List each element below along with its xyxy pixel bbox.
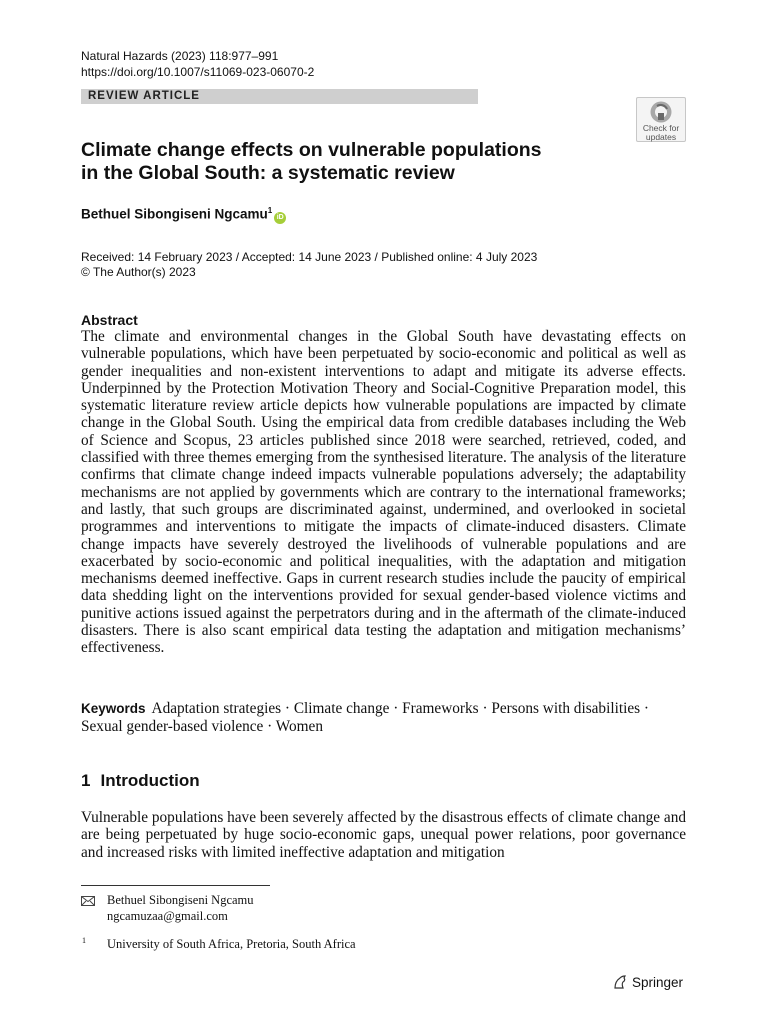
affiliation-text: University of South Africa, Pretoria, South Africa [107,937,356,951]
keywords-block [81,700,686,736]
keywords-list: Adaptation strategies · Climate change · Frameworks · Persons with disabilities · Sexual gender-based violence · Women [81,700,649,735]
doi-link[interactable]: https://doi.org/10.1007/s11069-023-06070-2 [81,64,315,79]
publisher-name: Springer [632,975,684,990]
author-name[interactable]: Bethuel Sibongiseni Ngcamu [81,206,268,222]
footnote-divider [81,885,270,886]
article-title [81,139,601,185]
affiliation-mark: 1 [267,206,273,215]
badge-line-2: updates [645,132,677,142]
abstract-heading: Abstract [81,312,138,328]
abstract-text: The climate and environmental changes in the Global South have devastating effects on vulnerable populations, which have been perpetuated by socio-economic and political as well as gender inequalities and non-existent interventions to adapt and mitigate its adverse effects. Underpinned by the Protection Motivation Theory and Social-Cognitive Preparation model, this systematic literature review article depicts how vulnerable populations are impacted by climate change in the Global South. Using the empirical data from credible databases including the Web of Science and Scopus, 23 articles published since 2018 were searched, retrieved, coded, and classified with three themes emerging from the synthesised literature. The analysis of the literature confirms that climate change indeed impacts vulnerable populations adversely; the adaptability mechanisms are not applied by governments which are contrary to the international frameworks; and lastly, that such groups are discriminated against, undermined, and overlooked in societal programmes and interventions to mitigate the impacts of climate-induced disasters. Climate change impacts have severely destroyed the livelihoods of vulnerable populations and are exacerbated by socio-economic and political inequalities, with the adaptation and mitigation mechanisms deemed ineffective. Gaps in current research studies include the paucity of empirical data shedding light on the interventions provided for sexual gender-based violence victims and punitive actions issued against the perpetrators during and in the aftermath of the climate-induced disasters. There is also scant empirical data testing the adaptation and mitigation mechanisms’ effectiveness. [81,328,686,657]
received-dates: Received: 14 February 2023 / Accepted: 14 June 2023 / Published online: 4 July 2023 [81,250,538,264]
journal-citation: Natural Hazards (2023) 118:977–991 [81,49,279,63]
copyright-line: © The Author(s) 2023 [81,265,196,279]
contact-email[interactable]: ngcamuzaa@gmail.com [107,908,228,923]
article-type-bar: REVIEW ARTICLE [81,89,478,104]
section-title: Introduction [100,771,200,790]
contact-name: Bethuel Sibongiseni Ngcamu [107,893,254,907]
publisher-logo [612,974,683,990]
keywords-label: Keywords [81,701,146,716]
section-number: 1 [81,771,91,790]
badge-line-1: Check for [642,123,680,133]
introduction-text: Vulnerable populations have been severely affected by the disastrous effects of climate change and are being perpetuated by huge socio-economic gaps, unequal power relations, poor governance and increased risks with limited ineffective adaptation and mitigation [81,809,686,861]
check-for-updates-icon [648,100,674,124]
check-for-updates-badge[interactable] [636,97,686,142]
section-heading [81,771,200,791]
author-line [81,206,286,224]
springer-horse-icon [612,974,628,990]
publication-dates [81,250,537,280]
badge-label [637,124,685,142]
envelope-icon [81,896,95,906]
title-line-1: Climate change effects on vulnerable populations [81,139,542,161]
corresponding-author [107,893,254,924]
journal-header [81,49,314,80]
title-line-2: in the Global South: a systematic review [81,162,455,184]
affiliation-number: 1 [82,936,86,945]
orcid-icon[interactable]: iD [274,212,286,224]
